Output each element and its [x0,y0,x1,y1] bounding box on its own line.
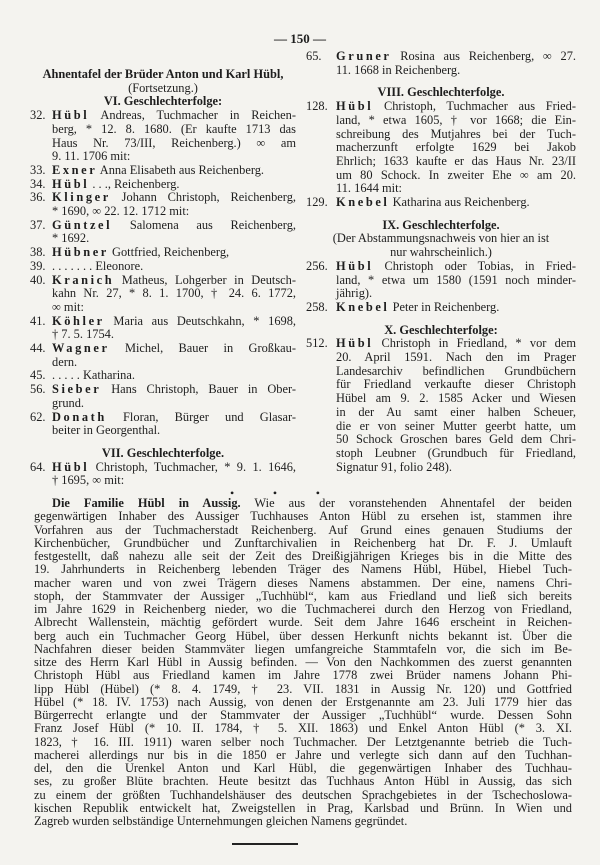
genealogy-right-column [306,50,576,474]
section-note: nur wahrscheinlich.) [390,245,492,260]
article-line: Franz Josef Hübl (* 10. II. 1784, † 5. XII. 1863) und Enkel Anton Hübl (* 3. XI. [34,721,572,736]
entry-line: Hübl . . ., Reichenberg. [52,176,180,191]
entry-number: 512. [306,336,328,351]
entry-number: 34. [30,176,46,191]
entry-line: grund. [52,395,85,410]
article-paragraph [34,497,572,828]
genealogy-entry [30,109,296,164]
entry-number: 45. [30,368,46,383]
person-surname: Hübl [52,459,90,474]
separator-dot: • [315,486,320,500]
entry-number: 32. [30,108,46,123]
genealogy-entry [30,246,296,260]
person-surname: Donath [52,409,107,424]
person-surname: Exner [52,162,98,177]
person-surname: Hübl [52,108,90,123]
section-heading: VI. Geschlechterfolge: [103,94,223,109]
person-surname: Hübl [336,336,374,351]
entry-line: Donath Floran, Bürger und Glasar- [52,409,296,424]
article-title: Die Familie Hübl in Aussig. [52,496,241,510]
article-line: 1823, † 16. III. 1911) waren selber noch Tuchmacher. Der Letztgenannte betrieb die Tuch- [34,734,572,749]
entry-line: 20. April 1591. Nach den im Prager [336,350,576,365]
entry-line: Klinger Johann Christoph, Reichenberg, [52,190,296,205]
article-line: ses, zu großer Blüte brachten. Heute besitzt das Tuchhaus Anton Hübl in Aussig, das sich [34,774,572,789]
entry-line: . . . . . . . Eleonore. [52,258,144,273]
article-line: Vorfahren aus der Tuchmacherstadt Reichenberg. Auf Grund eines genauen Studiums der [34,522,572,537]
article-line: Die Familie Hübl in Aussig. Wie aus der voranstehenden Ahnentafel der beiden [52,496,572,510]
article-line: 19. Jahrhunderts in Reichenberg lebenden Träger des Namens Hübl, Hübel, Hiebel Tuch- [34,562,572,577]
entry-line: Haus Nr. 73/III, Reichenberg.) ∞ am [52,135,296,150]
end-rule [232,843,298,845]
article-line: macher waren und von zwei Trägern dieses Namens abstammen. Der eine, namens Chri- [34,575,572,590]
genealogy-entry [30,369,296,383]
article-line: sitze des Herrn Karl Hübl in Aussig befinden. — Von den Nachkommen des zuerst genannten [34,655,572,669]
section-heading: VIII. Geschlechterfolge. [377,85,505,100]
entry-line: Hübl Christoph, Tuchmacher, * 9. 1. 1646, [52,459,296,474]
entry-line: 50 Schock Groschen bares Geld dem Chri- [336,432,576,447]
entry-line: schreibung des Mutjahres bei der Tuch- [336,126,576,141]
entry-number: 33. [30,162,46,177]
person-surname: Hübl [336,258,374,273]
person-surname: Kranich [52,272,115,287]
section-heading: VII. Geschlechterfolge. [101,445,225,460]
entry-line: 11. 1644 mit: [336,181,402,196]
entry-line: Signatur 91, folio 248). [336,459,452,474]
entry-line: Hübl Andreas, Tuchmacher in Reichen- [52,108,296,123]
article-line: macherei allerdings nur bis in die 1850 er Jahre und verlegte sich dann auf den Tuchhan- [34,747,572,762]
person-surname: Gruner [336,49,392,63]
article-line: Kirchenbücher, Grundbücher und Zunftarchivalien in Reichenberg hat Dr. F. J. Umlauft [34,535,572,550]
entry-number: 56. [30,382,46,397]
entry-number: 62. [30,409,46,424]
genealogy-entry [306,301,576,315]
article-line: Bürgerrecht erlangte und der Stammvater der Aussiger „Tuchhübl“ wurde. Dessen Sohn [34,708,572,722]
page-number: — 150 — [274,31,326,46]
entry-number: 64. [30,459,46,474]
entry-number: 44. [30,341,46,356]
entry-number: 41. [30,313,46,328]
person-surname: Sieber [52,382,102,397]
entry-number: 129. [306,195,328,210]
entry-number: 37. [30,217,46,232]
article-line: Nachfahren dieser beiden Stammväter liegen umfangreiche Stammtafeln vor, die sich im Be- [34,641,572,656]
genealogy-entry [306,100,576,196]
genealogy-entry [30,411,296,438]
entry-line: Hübel am 9. 2. 1585 Acker und Wiesen [336,391,576,406]
person-surname: Klinger [52,190,111,205]
entry-line: Köhler Maria aus Deutschkahn, * 1698, [52,313,296,328]
section-note: (Der Abstammungsnachweis von hier an ist [332,231,550,246]
entry-line: land, * etwa um 1580 (1591 noch minder- [336,272,576,287]
entry-number: 36. [30,190,46,205]
genealogy-entry [30,342,296,369]
entry-line: Gruner Rosina aus Reichenberg, ∞ 27. [336,49,576,63]
article-line: gegenwärtigen Inhaber des Aussiger Tuchhauses Anton Hübl zu ersehen ist, stammen ihre [34,509,572,524]
article-line: stoph, der Stammvater der Aussiger „Tuchhübl“, kam aus Friedland und ließ sich bereits [34,588,572,603]
entry-number: 40. [30,272,46,287]
person-surname: Hübner [52,245,109,260]
person-surname: Güntzel [52,217,113,232]
entry-number: 128. [306,99,328,114]
entry-number: 38. [30,245,46,260]
entry-line: für Friedland verkaufte dieser Christoph [336,377,576,392]
entry-line: kahn Nr. 27, * 8. 1. 1700, † 24. 6. 1772, [52,286,296,301]
entry-line: land, * etwa 1605, † vor 1668; die Ein- [336,112,576,127]
entry-line: Sieber Hans Christoph, Bauer in Ober- [52,382,296,397]
entry-line: berg, * 12. 8. 1680. (Er kaufte 1713 das [52,121,296,136]
genealogy-entry [30,219,296,246]
genealogy-entry [30,274,296,315]
entry-line: Hübl Christoph in Friedland, * vor dem [336,336,576,351]
entry-line: Hübl Christoph oder Tobias, in Fried- [336,258,576,273]
entry-line: . . . . . Katharina. [52,368,135,383]
article-line: Zagreb wurden selbständige Unternehmungen gleichen Namens gegründet. [34,814,408,828]
separator-dot: • [272,486,278,500]
entry-line: stoph Leubner (Grundbuch für Friedland, [336,445,576,460]
entry-line: Knebel Peter in Reichenberg. [336,299,500,314]
person-surname: Knebel [336,195,390,210]
entry-line: um 80 Schock. In zweiter Ehe ∞ am 20. [336,167,576,182]
entry-line: beiter in Georgenthal. [52,423,161,438]
entry-line: Güntzel Salomena aus Reichenberg, [52,217,296,232]
entry-number: 256. [306,258,328,273]
genealogy-entry [306,50,576,77]
entry-line: Hübl Christoph, Tuchmacher aus Fried- [336,99,576,114]
article-line: del, den die Urenkel Anton und Karl Hübl, die gegenwärtigen Inhaber des Tuchhau- [34,761,572,775]
entry-line: Kranich Matheus, Lohgerber in Deutsch- [52,272,296,287]
genealogy-entry [30,178,296,192]
section-heading: X. Geschlechterfolge: [384,322,498,337]
person-surname: Wagner [52,341,110,356]
person-surname: Knebel [336,299,390,314]
entry-line: jährig). [336,286,373,301]
article-line: Hübel (* 18. IV. 1753) nach Aussig, von denen der Erstgenannte am 23. Juli 1779 hier das [34,694,572,709]
entry-line: Exner Anna Elisabeth aus Reichenberg. [52,162,265,177]
entry-line: 11. 1668 in Reichenberg. [336,62,461,77]
article-line: Christoph Hübl aus Friedland kamen im Jahre 1778 zwei Brüder namens Johann Phi- [34,668,572,683]
entry-line: * 1690, ∞ 22. 12. 1712 mit: [52,204,190,219]
entry-line: † 1695, ∞ mit: [52,473,125,488]
person-surname: Köhler [52,313,105,328]
genealogy-entry [30,461,296,488]
genealogy-entry [30,383,296,410]
entry-line: ∞ mit: [52,299,84,314]
entry-line: 9. 11. 1706 mit: [52,149,131,164]
genealogy-left-column [30,68,296,488]
entry-line: † 7. 5. 1754. [52,327,114,342]
entry-line: dern. [52,354,78,369]
entry-line: Wagner Michel, Bauer in Großkau- [52,341,296,356]
article-line: festgestellt, daß nahezu alle seit der Zeit des Dreißigjährigen Krieges bis in die Mitte des [34,549,572,563]
article-line: im Jahre 1629 in Reichenberg nieder, wo die Tuchmacherei durch den Herzog von Friedland, [34,602,572,616]
section-heading: IX. Geschlechterfolge. [382,217,500,232]
section-heading: Ahnentafel der Brüder Anton und Karl Hübl, [42,67,284,81]
article-line: zu einem der größten Tuchhandelshäuser des deutschen Sprachgebietes in der Tschechoslowa- [34,787,572,802]
article-line: kischen Republik entwickelt hat, Zweigstellen in Prag, Karlsbad und Brünn. In Wien und [34,800,572,815]
article-line: Albrecht Wallenstein, mächtig gefördert wurde. Seit dem Jahre 1646 erscheint in Reichen- [34,615,572,630]
person-surname: Hübl [336,99,374,114]
genealogy-entry [30,260,296,274]
entry-line: Landesarchiv befindlichen Grundbüchern [336,363,576,378]
article-line: berg auch ein Tuchmacher Georg Hübel, über dessen Herkunft nichts bekannt ist. Über die [34,628,572,643]
entry-number: 39. [30,258,46,273]
entry-line: * 1692. [52,231,90,246]
article-line: lipp Hübl (Hübel) (* 8. 4. 1749, † 23. VII. 1831 in Aussig Nr. 120) und Gottfried [34,681,572,696]
genealogy-entry [30,191,296,218]
genealogy-entry [306,260,576,301]
genealogy-entry [30,315,296,342]
entry-line: in der Au samt einer halben Scheuer, [336,404,576,419]
genealogy-entry [306,196,576,210]
entry-line: Knebel Katharina aus Reichenberg. [336,195,530,210]
section-note: (Fortsetzung.) [128,80,198,95]
entry-line: macherzunft erfolgte 1629 bei Jakob [336,140,576,155]
entry-number: 258. [306,299,328,314]
entry-line: Hübner Gottfried, Reichenberg, [52,245,230,260]
genealogy-entry [30,164,296,178]
entry-number: 65. [306,49,322,63]
entry-line: Ehrlich; 1633 kaufte er das Haus Nr. 23/II [336,153,576,168]
separator-dot: • [230,486,235,500]
genealogy-entry [306,337,576,474]
person-surname: Hübl [52,176,90,191]
entry-line: die er von seiner Mutter geerbt hatte, um [336,418,576,433]
